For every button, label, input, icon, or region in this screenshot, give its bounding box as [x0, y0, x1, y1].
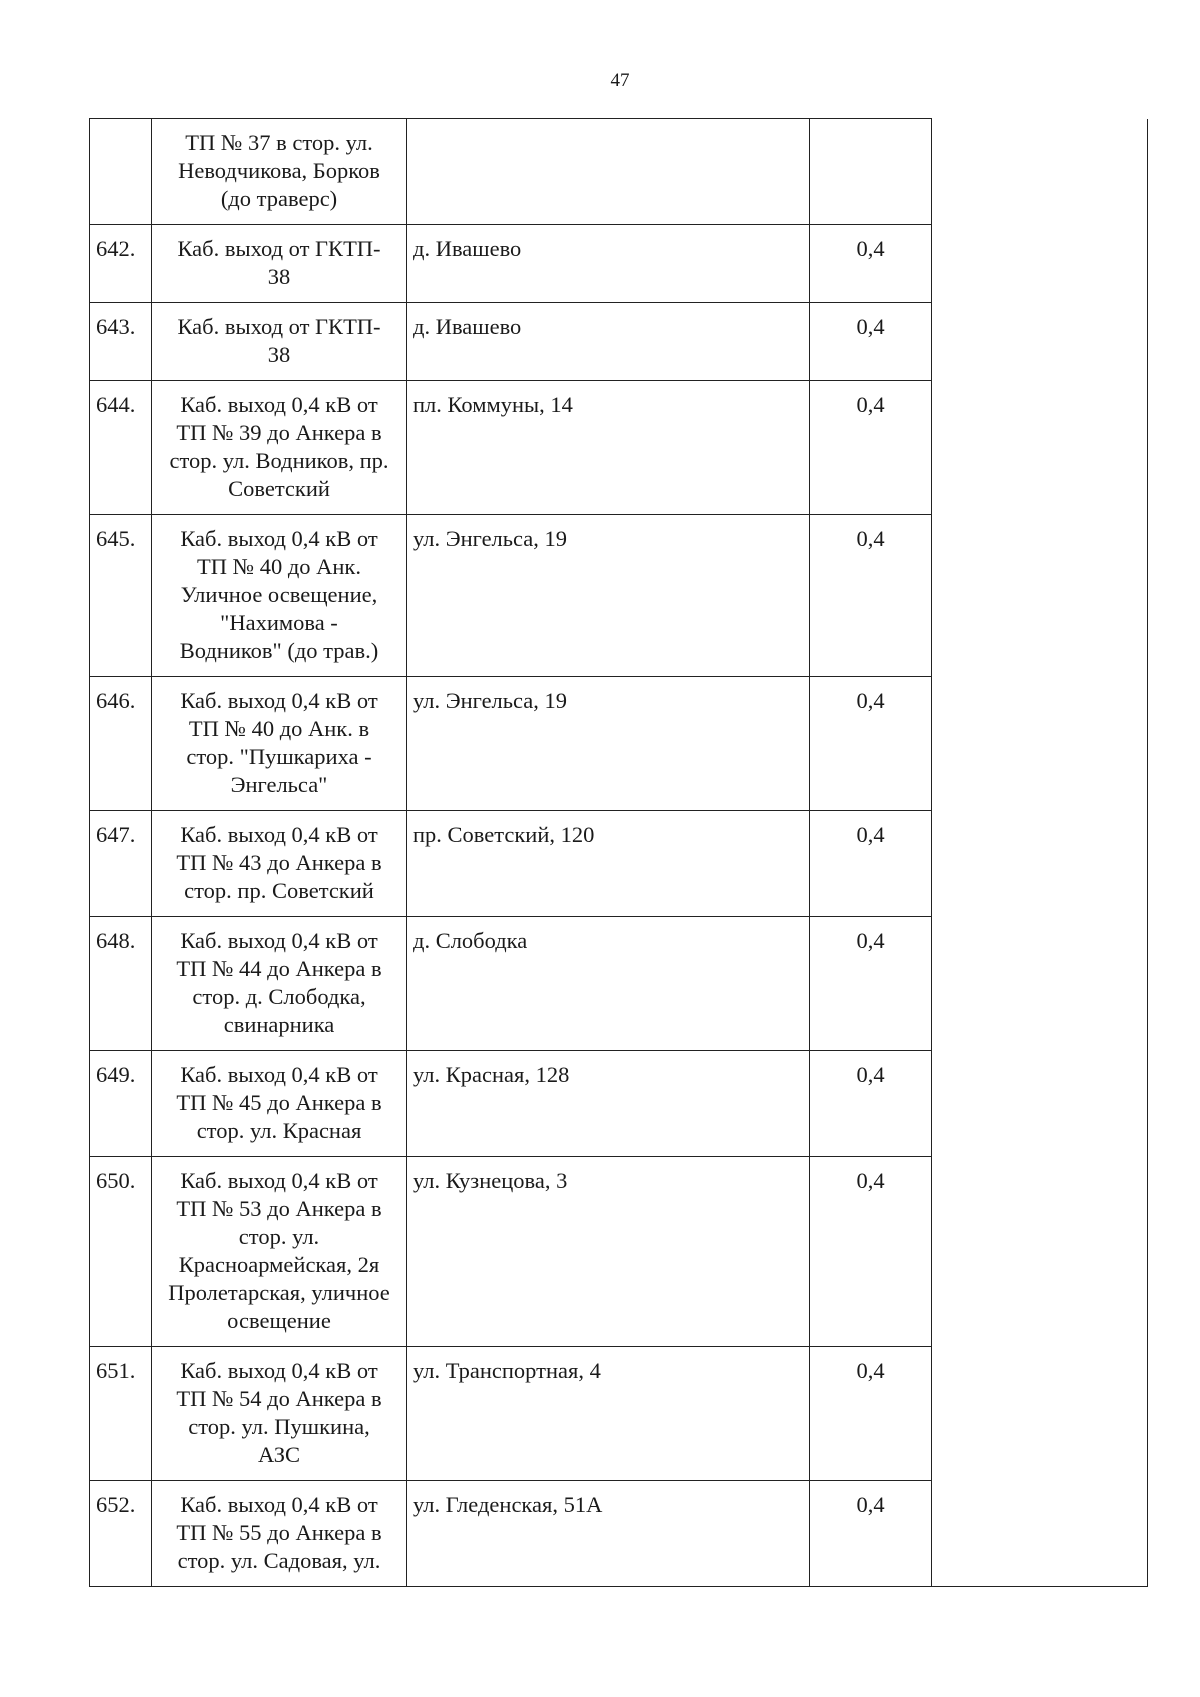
- line-voltage: 0,4: [810, 811, 932, 917]
- line-voltage: 0,4: [810, 225, 932, 303]
- table-row: [90, 303, 1148, 381]
- blank-column: [932, 381, 1148, 515]
- line-name: Каб. выход 0,4 кВ от ТП № 53 до Анкера в стор. ул. Красноармейская, 2я Пролетарская, уличное освещение: [152, 1157, 407, 1347]
- table-row: [90, 119, 1148, 225]
- blank-column: [932, 677, 1148, 811]
- blank-column: [932, 119, 1148, 225]
- row-number: 646.: [90, 677, 152, 811]
- row-number: 652.: [90, 1481, 152, 1587]
- row-number: 651.: [90, 1347, 152, 1481]
- line-name: ТП № 37 в стор. ул. Неводчикова, Борков (до траверс): [152, 119, 407, 225]
- table-row: [90, 515, 1148, 677]
- line-address: д. Слободка: [407, 917, 810, 1051]
- line-name: Каб. выход 0,4 кВ от ТП № 39 до Анкера в стор. ул. Водников, пр. Советский: [152, 381, 407, 515]
- table-row: [90, 917, 1148, 1051]
- line-voltage: 0,4: [810, 1157, 932, 1347]
- row-number: 650.: [90, 1157, 152, 1347]
- blank-column: [932, 1347, 1148, 1481]
- blank-column: [932, 1157, 1148, 1347]
- line-voltage: 0,4: [810, 381, 932, 515]
- row-number: 649.: [90, 1051, 152, 1157]
- line-address: [407, 119, 810, 225]
- line-address: д. Ивашево: [407, 225, 810, 303]
- table-row: [90, 1157, 1148, 1347]
- line-voltage: 0,4: [810, 515, 932, 677]
- table-row: [90, 1481, 1148, 1587]
- row-number: 644.: [90, 381, 152, 515]
- line-name: Каб. выход 0,4 кВ от ТП № 40 до Анк. в стор. "Пушкариха - Энгельса": [152, 677, 407, 811]
- table-row: [90, 225, 1148, 303]
- line-voltage: 0,4: [810, 1347, 932, 1481]
- blank-column: [932, 1481, 1148, 1587]
- line-address: ул. Транспортная, 4: [407, 1347, 810, 1481]
- line-voltage: 0,4: [810, 303, 932, 381]
- line-address: ул. Гледенская, 51А: [407, 1481, 810, 1587]
- blank-column: [932, 917, 1148, 1051]
- row-number: 645.: [90, 515, 152, 677]
- table-row: [90, 1347, 1148, 1481]
- line-voltage: 0,4: [810, 1051, 932, 1157]
- blank-column: [932, 1051, 1148, 1157]
- line-name: Каб. выход 0,4 кВ от ТП № 55 до Анкера в стор. ул. Садовая, ул.: [152, 1481, 407, 1587]
- line-address: ул. Кузнецова, 3: [407, 1157, 810, 1347]
- blank-column: [932, 225, 1148, 303]
- line-name: Каб. выход 0,4 кВ от ТП № 40 до Анк. Уличное освещение, "Нахимова - Водников" (до трав.): [152, 515, 407, 677]
- line-address: ул. Красная, 128: [407, 1051, 810, 1157]
- row-number: 648.: [90, 917, 152, 1051]
- line-name: Каб. выход 0,4 кВ от ТП № 44 до Анкера в стор. д. Слободка, свинарника: [152, 917, 407, 1051]
- line-voltage: 0,4: [810, 917, 932, 1051]
- table-row: [90, 381, 1148, 515]
- line-address: пл. Коммуны, 14: [407, 381, 810, 515]
- line-voltage: 0,4: [810, 1481, 932, 1587]
- cable-lines-table: [89, 118, 1148, 1587]
- line-name: Каб. выход от ГКТП- 38: [152, 225, 407, 303]
- line-address: ул. Энгельса, 19: [407, 677, 810, 811]
- row-number: 643.: [90, 303, 152, 381]
- row-number: [90, 119, 152, 225]
- line-name: Каб. выход 0,4 кВ от ТП № 54 до Анкера в стор. ул. Пушкина, АЗС: [152, 1347, 407, 1481]
- line-voltage: 0,4: [810, 677, 932, 811]
- blank-column: [932, 303, 1148, 381]
- line-address: пр. Советский, 120: [407, 811, 810, 917]
- row-number: 647.: [90, 811, 152, 917]
- line-name: Каб. выход от ГКТП- 38: [152, 303, 407, 381]
- table-row: [90, 1051, 1148, 1157]
- table-row: [90, 677, 1148, 811]
- line-name: Каб. выход 0,4 кВ от ТП № 43 до Анкера в стор. пр. Советский: [152, 811, 407, 917]
- blank-column: [932, 811, 1148, 917]
- line-address: д. Ивашево: [407, 303, 810, 381]
- line-address: ул. Энгельса, 19: [407, 515, 810, 677]
- line-voltage: [810, 119, 932, 225]
- table-row: [90, 811, 1148, 917]
- row-number: 642.: [90, 225, 152, 303]
- page-number: 47: [610, 70, 630, 91]
- blank-column: [932, 515, 1148, 677]
- line-name: Каб. выход 0,4 кВ от ТП № 45 до Анкера в стор. ул. Красная: [152, 1051, 407, 1157]
